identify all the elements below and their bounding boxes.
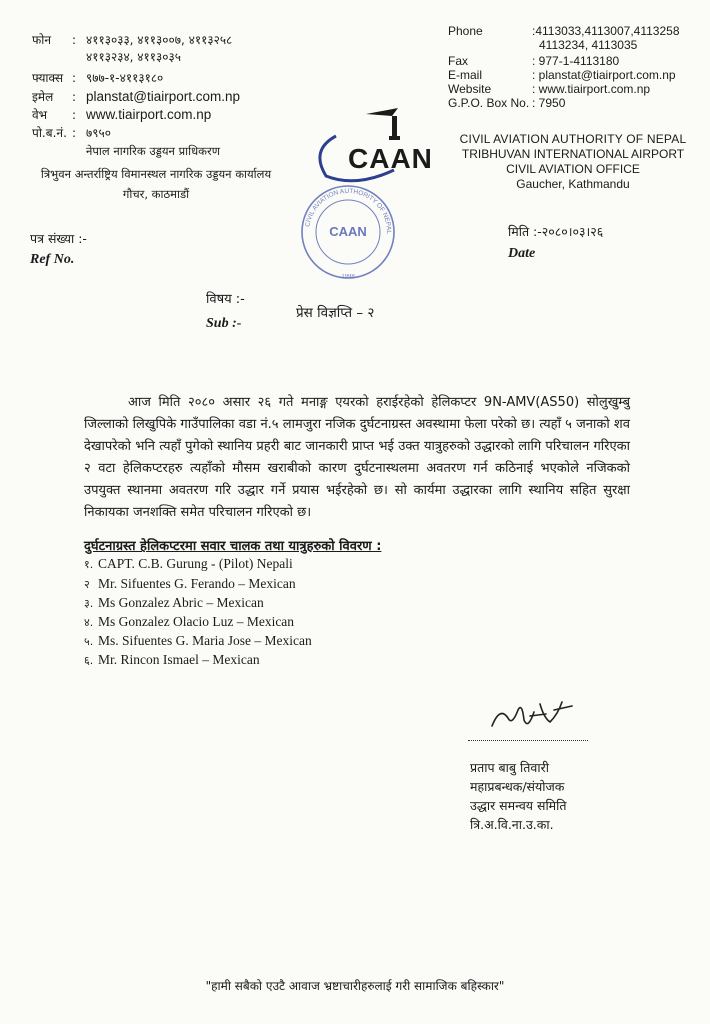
pobox-en-row: G.P.O. Box No. : 7950 [448,96,566,110]
web-np-label: वेभ [32,108,48,122]
stamp-text: CAAN [329,224,367,239]
signature-line [468,740,588,741]
list-item: ५. Ms. Sifuentes G. Maria Jose – Mexican [84,633,312,648]
pobox-np-label: पो.ब.नं. [32,126,67,140]
caan-logo [296,106,433,186]
footer-slogan: "हामी सबैको एउटै आवाज भ्रष्टाचारीहरुलाई गरी सामाजिक बहिस्कार" [205,979,505,993]
org-en-line3: CIVIL AVIATION OFFICE [506,162,640,176]
list-item: ४. Ms Gonzalez Olacio Luz – Mexican [84,614,295,629]
web-np-value[interactable]: www.tiairport.com.np [86,107,212,122]
fax-en-label: Fax [448,54,469,68]
fax-en-value: 977-1-4113180 [538,54,620,68]
stamp-year: 1998 [341,274,355,280]
email-np-label: इमेल [32,90,54,104]
phone-np-row: फोन : ४११३०३३, ४११३००७, ४११३२५८ [32,33,233,47]
subject-label-en: Sub :- [206,316,242,331]
tower-icon [392,116,397,138]
date-label-en: Date [508,246,536,261]
fax-np-row: फ्याक्स : ९७७-१-४११३१८० [32,71,164,85]
list-item: ६. Mr. Rincon Ismael – Mexican [84,652,260,667]
pobox-en-value: 7950 [538,96,566,110]
phone-np-line2: ४११३२३४, ४११३०३५ [86,50,181,64]
signatory-committee: उद्धार समन्वय समिति [470,798,567,813]
list-item: २ Mr. Sifuentes G. Ferando – Mexican [84,576,296,591]
list-item: १. CAPT. C.B. Gurung - (Pilot) Nepali [84,556,293,571]
signatory-office: त्रि.अ.वि.ना.उ.का. [470,817,554,832]
phone-np-line1: ४११३०३३, ४११३००७, ४११३२५८ [86,33,233,47]
signatory-block [470,758,620,834]
org-en-line2: TRIBHUVAN INTERNATIONAL AIRPORT [461,147,685,161]
org-en-line4: Gaucher, Kathmandu [516,177,630,191]
subject-value: प्रेस विज्ञप्ति – २ [296,305,375,321]
subject-label-np: विषय :- [206,292,245,307]
email-np-row: इमेल : planstat@tiairport.com.np [32,89,241,104]
org-np-line3: गौचर, काठमाडौं [122,187,190,201]
date-label-np: मिति :- [508,224,542,239]
ref-label-en: Ref No. [30,252,75,267]
signatory-name: प्रताप बाबु तिवारी [470,760,549,775]
fax-en-row: Fax : 977-1-4113180 [448,54,620,68]
phone-en-line1: 4113033,4113007,4113258 [535,24,680,38]
passenger-list-title: दुर्घटनाग्रस्त हेलिकप्टरमा सवार चालक तथा यात्रुहरुको विवरण : [84,539,382,554]
phone-en-row: Phone :4113033,4113007,4113258 [448,24,680,38]
org-np-line1: नेपाल नागरिक उड्डयन प्राधिकरण [86,144,221,158]
list-item: ३. Ms Gonzalez Abric – Mexican [84,595,264,610]
date-row [508,224,603,240]
org-np-line2: त्रिभुवन अन्तर्राष्ट्रिय विमानस्थल नागरिक उड्डयन कार्यालय [40,167,272,181]
web-np-row: वेभ : www.tiairport.com.np [32,107,212,122]
logo-text: CAAN [348,143,433,174]
office-stamp [296,180,400,284]
website-en-value[interactable]: www.tiairport.com.np [538,82,651,96]
fax-np-label: फ्याक्स [32,71,64,85]
pobox-np-row: पो.ब.नं. : ७९५० [32,126,111,140]
ref-label-np: पत्र संख्या :- [30,231,87,246]
plane-wing-icon [366,108,398,116]
pobox-en-label: G.P.O. Box No. [448,96,530,110]
pobox-np-value: ७९५० [86,126,111,140]
stamp-ring-text: CIVIL AVIATION AUTHORITY OF NEPAL [304,187,393,235]
fax-np-value: ९७७-१-४११३१८० [86,71,164,85]
org-en-line1: CIVIL AVIATION AUTHORITY OF NEPAL [459,132,687,146]
email-en-row: E-mail : planstat@tiairport.com.np [448,68,676,82]
phone-np-label: फोन [32,33,52,47]
email-en-label: E-mail [448,68,483,82]
body-paragraph: आज मिति २०८० असार २६ गते मनाङ्ग एयरको हराईरहेको हेलिकप्टर 9N-AMV(AS50) सोलुखुम्बु जिल्लाको लिखुपिके गाउँपालिका वडा नं.५ लामजुरा नजिक दुर्घटनाग्रस्त अवस्थामा फेला परेको छ। त्यहाँ ५ जनाको शव देखापरेको भनि त्यहाँ पुगेको स्थानिय प्रहरी बाट जानकारी प्राप्त भई उक्त यात्रुहरुको उद्धारको लागि परिचालन गरिएका २ वटा हेलिकप्टरहरु त्यहाँको मौसम खराबीको कारण दुर्घटनास्थलमा अवतरण गर्न कठिनाई भएकोले नजिकको उपयुक्त स्थानमा अवतरण गरि उद्धार गर्ने प्रयास भईरहेको छ। सो कार्यमा उद्धारका लागि स्थानिय सहित सुरक्षा निकायका जनशक्ति समेत परिचालन गरिएको छ। [84,395,630,520]
signatory-title: महाप्रबन्धक/संयोजक [470,779,565,794]
email-np-value[interactable]: planstat@tiairport.com.np [86,89,241,104]
date-value: २०८०।०३।२६ [541,224,604,239]
website-en-label: Website [448,82,492,96]
website-en-row: Website : www.tiairport.com.np [448,82,651,96]
phone-en-line2: 4113234, 4113035 [539,38,638,52]
signature [488,696,578,736]
email-en-value[interactable]: planstat@tiairport.com.np [538,68,676,82]
phone-en-label: Phone [448,24,483,38]
